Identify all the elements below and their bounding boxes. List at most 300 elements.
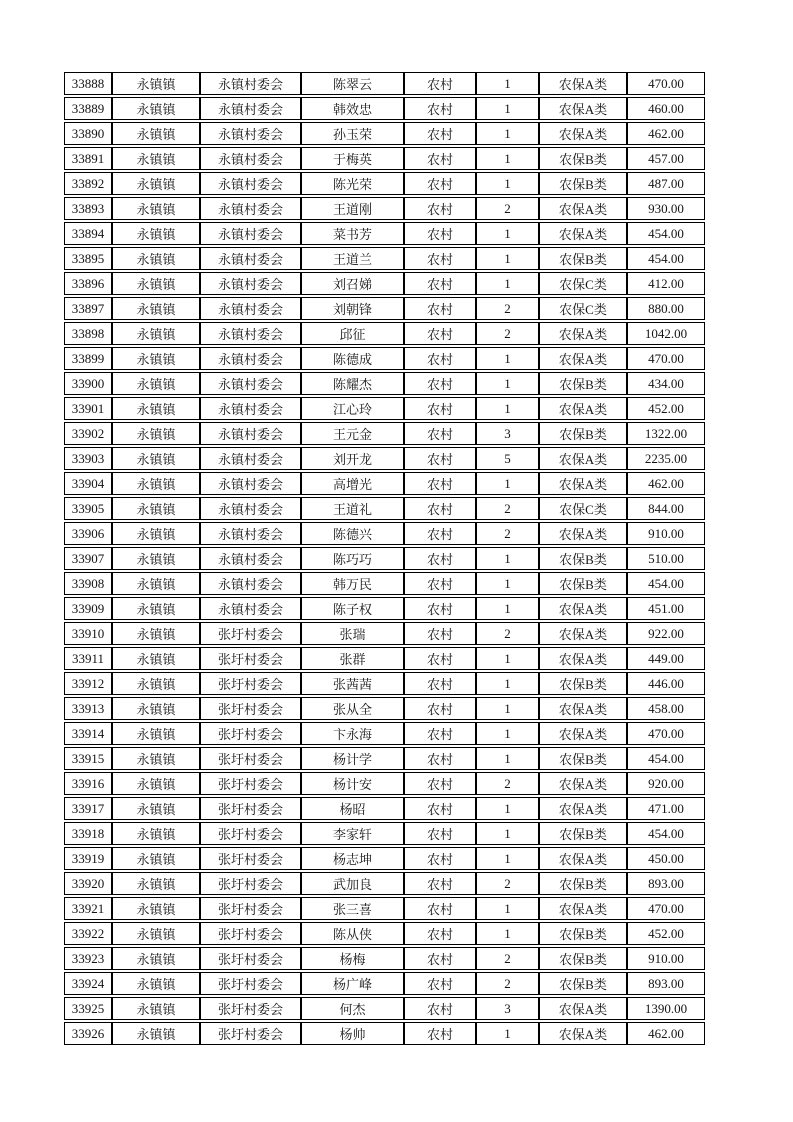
insurance-category-cell: 农保B类 <box>539 247 627 270</box>
person-name-cell: 王道礼 <box>301 497 404 520</box>
person-name-cell: 刘朝锋 <box>301 297 404 320</box>
household-type-cell: 农村 <box>404 672 476 695</box>
amount-cell: 462.00 <box>627 122 705 145</box>
person-count-cell: 1 <box>476 1022 539 1045</box>
village-committee-cell: 永镇村委会 <box>200 597 301 620</box>
person-count-cell: 2 <box>476 622 539 645</box>
serial-number-cell: 33917 <box>64 797 112 820</box>
village-committee-cell: 张圩村委会 <box>200 797 301 820</box>
amount-cell: 454.00 <box>627 247 705 270</box>
person-count-cell: 1 <box>476 572 539 595</box>
table-row <box>64 947 705 970</box>
insurance-category-cell: 农保B类 <box>539 922 627 945</box>
household-type-cell: 农村 <box>404 147 476 170</box>
amount-cell: 922.00 <box>627 622 705 645</box>
village-committee-cell: 永镇村委会 <box>200 122 301 145</box>
town-cell: 永镇镇 <box>112 697 200 720</box>
household-type-cell: 农村 <box>404 622 476 645</box>
person-name-cell: 卞永海 <box>301 722 404 745</box>
person-count-cell: 1 <box>476 747 539 770</box>
table-row <box>64 847 705 870</box>
village-committee-cell: 永镇村委会 <box>200 572 301 595</box>
village-committee-cell: 永镇村委会 <box>200 447 301 470</box>
town-cell: 永镇镇 <box>112 922 200 945</box>
village-committee-cell: 张圩村委会 <box>200 697 301 720</box>
village-committee-cell: 张圩村委会 <box>200 822 301 845</box>
town-cell: 永镇镇 <box>112 572 200 595</box>
amount-cell: 457.00 <box>627 147 705 170</box>
insurance-category-cell: 农保B类 <box>539 147 627 170</box>
insurance-category-cell: 农保A类 <box>539 472 627 495</box>
serial-number-cell: 33914 <box>64 722 112 745</box>
amount-cell: 434.00 <box>627 372 705 395</box>
amount-cell: 449.00 <box>627 647 705 670</box>
household-type-cell: 农村 <box>404 872 476 895</box>
table-row <box>64 797 705 820</box>
serial-number-cell: 33909 <box>64 597 112 620</box>
town-cell: 永镇镇 <box>112 897 200 920</box>
amount-cell: 893.00 <box>627 972 705 995</box>
table-row <box>64 722 705 745</box>
serial-number-cell: 33924 <box>64 972 112 995</box>
serial-number-cell: 33895 <box>64 247 112 270</box>
table-row <box>64 647 705 670</box>
person-name-cell: 陈耀杰 <box>301 372 404 395</box>
amount-cell: 471.00 <box>627 797 705 820</box>
town-cell: 永镇镇 <box>112 597 200 620</box>
amount-cell: 454.00 <box>627 572 705 595</box>
household-type-cell: 农村 <box>404 372 476 395</box>
serial-number-cell: 33918 <box>64 822 112 845</box>
household-type-cell: 农村 <box>404 722 476 745</box>
person-count-cell: 2 <box>476 297 539 320</box>
household-type-cell: 农村 <box>404 597 476 620</box>
serial-number-cell: 33894 <box>64 222 112 245</box>
insurance-category-cell: 农保A类 <box>539 122 627 145</box>
household-type-cell: 农村 <box>404 922 476 945</box>
person-count-cell: 1 <box>476 672 539 695</box>
insurance-category-cell: 农保B类 <box>539 947 627 970</box>
amount-cell: 844.00 <box>627 497 705 520</box>
person-name-cell: 邱征 <box>301 322 404 345</box>
person-name-cell: 杨广峰 <box>301 972 404 995</box>
person-count-cell: 1 <box>476 272 539 295</box>
amount-cell: 452.00 <box>627 397 705 420</box>
person-name-cell: 张瑞 <box>301 622 404 645</box>
amount-cell: 412.00 <box>627 272 705 295</box>
person-name-cell: 陈德成 <box>301 347 404 370</box>
table-row <box>64 972 705 995</box>
person-count-cell: 1 <box>476 72 539 95</box>
town-cell: 永镇镇 <box>112 722 200 745</box>
serial-number-cell: 33920 <box>64 872 112 895</box>
person-name-cell: 王元金 <box>301 422 404 445</box>
insurance-category-cell: 农保C类 <box>539 272 627 295</box>
table-row <box>64 72 705 95</box>
village-committee-cell: 永镇村委会 <box>200 422 301 445</box>
table-row <box>64 322 705 345</box>
amount-cell: 893.00 <box>627 872 705 895</box>
person-count-cell: 1 <box>476 472 539 495</box>
serial-number-cell: 33915 <box>64 747 112 770</box>
person-count-cell: 1 <box>476 247 539 270</box>
household-type-cell: 农村 <box>404 497 476 520</box>
household-type-cell: 农村 <box>404 897 476 920</box>
insurance-category-cell: 农保B类 <box>539 372 627 395</box>
serial-number-cell: 33898 <box>64 322 112 345</box>
table-row <box>64 147 705 170</box>
person-count-cell: 2 <box>476 947 539 970</box>
serial-number-cell: 33891 <box>64 147 112 170</box>
amount-cell: 458.00 <box>627 697 705 720</box>
insurance-category-cell: 农保A类 <box>539 897 627 920</box>
serial-number-cell: 33906 <box>64 522 112 545</box>
serial-number-cell: 33923 <box>64 947 112 970</box>
village-committee-cell: 永镇村委会 <box>200 172 301 195</box>
amount-cell: 446.00 <box>627 672 705 695</box>
serial-number-cell: 33907 <box>64 547 112 570</box>
amount-cell: 454.00 <box>627 822 705 845</box>
household-type-cell: 农村 <box>404 222 476 245</box>
person-count-cell: 1 <box>476 347 539 370</box>
household-type-cell: 农村 <box>404 472 476 495</box>
serial-number-cell: 33902 <box>64 422 112 445</box>
serial-number-cell: 33903 <box>64 447 112 470</box>
serial-number-cell: 33922 <box>64 922 112 945</box>
table-row <box>64 547 705 570</box>
town-cell: 永镇镇 <box>112 672 200 695</box>
person-count-cell: 1 <box>476 922 539 945</box>
amount-cell: 910.00 <box>627 947 705 970</box>
household-type-cell: 农村 <box>404 247 476 270</box>
village-committee-cell: 永镇村委会 <box>200 547 301 570</box>
town-cell: 永镇镇 <box>112 847 200 870</box>
insurance-category-cell: 农保A类 <box>539 647 627 670</box>
serial-number-cell: 33913 <box>64 697 112 720</box>
table-row <box>64 447 705 470</box>
person-name-cell: 韩效忠 <box>301 97 404 120</box>
amount-cell: 450.00 <box>627 847 705 870</box>
insurance-category-cell: 农保B类 <box>539 422 627 445</box>
person-name-cell: 张三喜 <box>301 897 404 920</box>
amount-cell: 487.00 <box>627 172 705 195</box>
person-name-cell: 陈子权 <box>301 597 404 620</box>
amount-cell: 880.00 <box>627 297 705 320</box>
village-committee-cell: 永镇村委会 <box>200 197 301 220</box>
person-name-cell: 李家轩 <box>301 822 404 845</box>
insurance-category-cell: 农保C类 <box>539 497 627 520</box>
amount-cell: 1322.00 <box>627 422 705 445</box>
person-name-cell: 王道兰 <box>301 247 404 270</box>
person-name-cell: 江心玲 <box>301 397 404 420</box>
town-cell: 永镇镇 <box>112 372 200 395</box>
person-name-cell: 杨昭 <box>301 797 404 820</box>
amount-cell: 930.00 <box>627 197 705 220</box>
person-name-cell: 菜书芳 <box>301 222 404 245</box>
village-committee-cell: 永镇村委会 <box>200 397 301 420</box>
table-row <box>64 1022 705 1045</box>
person-count-cell: 1 <box>476 547 539 570</box>
serial-number-cell: 33901 <box>64 397 112 420</box>
person-count-cell: 2 <box>476 772 539 795</box>
person-count-cell: 5 <box>476 447 539 470</box>
household-type-cell: 农村 <box>404 347 476 370</box>
table-row <box>64 197 705 220</box>
town-cell: 永镇镇 <box>112 447 200 470</box>
town-cell: 永镇镇 <box>112 172 200 195</box>
person-count-cell: 1 <box>476 147 539 170</box>
table-row <box>64 572 705 595</box>
town-cell: 永镇镇 <box>112 797 200 820</box>
insurance-category-cell: 农保A类 <box>539 772 627 795</box>
table-row <box>64 247 705 270</box>
amount-cell: 454.00 <box>627 747 705 770</box>
village-committee-cell: 永镇村委会 <box>200 72 301 95</box>
household-type-cell: 农村 <box>404 797 476 820</box>
amount-cell: 2235.00 <box>627 447 705 470</box>
town-cell: 永镇镇 <box>112 622 200 645</box>
insurance-category-cell: 农保A类 <box>539 1022 627 1045</box>
insurance-category-cell: 农保A类 <box>539 622 627 645</box>
village-committee-cell: 永镇村委会 <box>200 272 301 295</box>
town-cell: 永镇镇 <box>112 497 200 520</box>
table-row <box>64 622 705 645</box>
household-type-cell: 农村 <box>404 747 476 770</box>
table-row <box>64 897 705 920</box>
village-committee-cell: 张圩村委会 <box>200 922 301 945</box>
person-count-cell: 1 <box>476 647 539 670</box>
amount-cell: 451.00 <box>627 597 705 620</box>
village-committee-cell: 张圩村委会 <box>200 897 301 920</box>
town-cell: 永镇镇 <box>112 247 200 270</box>
table-row <box>64 397 705 420</box>
village-committee-cell: 张圩村委会 <box>200 747 301 770</box>
person-count-cell: 3 <box>476 997 539 1020</box>
household-type-cell: 农村 <box>404 97 476 120</box>
serial-number-cell: 33912 <box>64 672 112 695</box>
serial-number-cell: 33908 <box>64 572 112 595</box>
town-cell: 永镇镇 <box>112 347 200 370</box>
town-cell: 永镇镇 <box>112 997 200 1020</box>
insurance-category-cell: 农保A类 <box>539 347 627 370</box>
amount-cell: 452.00 <box>627 922 705 945</box>
village-committee-cell: 张圩村委会 <box>200 997 301 1020</box>
household-type-cell: 农村 <box>404 697 476 720</box>
table-row <box>64 472 705 495</box>
table-row <box>64 872 705 895</box>
person-name-cell: 陈从侠 <box>301 922 404 945</box>
person-count-cell: 1 <box>476 397 539 420</box>
town-cell: 永镇镇 <box>112 1022 200 1045</box>
town-cell: 永镇镇 <box>112 947 200 970</box>
town-cell: 永镇镇 <box>112 422 200 445</box>
insurance-category-cell: 农保A类 <box>539 697 627 720</box>
insurance-category-cell: 农保B类 <box>539 672 627 695</box>
household-type-cell: 农村 <box>404 197 476 220</box>
table-row <box>64 997 705 1020</box>
person-name-cell: 陈巧巧 <box>301 547 404 570</box>
town-cell: 永镇镇 <box>112 397 200 420</box>
table-row <box>64 272 705 295</box>
serial-number-cell: 33893 <box>64 197 112 220</box>
village-committee-cell: 永镇村委会 <box>200 322 301 345</box>
table-row <box>64 672 705 695</box>
insurance-category-cell: 农保A类 <box>539 447 627 470</box>
person-name-cell: 杨帅 <box>301 1022 404 1045</box>
table-row <box>64 597 705 620</box>
town-cell: 永镇镇 <box>112 122 200 145</box>
insurance-category-cell: 农保A类 <box>539 72 627 95</box>
town-cell: 永镇镇 <box>112 297 200 320</box>
table-row <box>64 822 705 845</box>
town-cell: 永镇镇 <box>112 822 200 845</box>
table-row <box>64 772 705 795</box>
serial-number-cell: 33899 <box>64 347 112 370</box>
person-count-cell: 1 <box>476 97 539 120</box>
person-name-cell: 陈德兴 <box>301 522 404 545</box>
household-type-cell: 农村 <box>404 447 476 470</box>
person-count-cell: 2 <box>476 322 539 345</box>
person-name-cell: 张茜茜 <box>301 672 404 695</box>
household-type-cell: 农村 <box>404 572 476 595</box>
village-committee-cell: 永镇村委会 <box>200 497 301 520</box>
person-name-cell: 张从全 <box>301 697 404 720</box>
village-committee-cell: 张圩村委会 <box>200 972 301 995</box>
insurance-category-cell: 农保B类 <box>539 872 627 895</box>
person-count-cell: 1 <box>476 597 539 620</box>
person-count-cell: 1 <box>476 222 539 245</box>
household-type-cell: 农村 <box>404 997 476 1020</box>
serial-number-cell: 33905 <box>64 497 112 520</box>
village-committee-cell: 永镇村委会 <box>200 347 301 370</box>
beneficiary-table <box>64 70 705 1047</box>
person-count-cell: 1 <box>476 897 539 920</box>
table-row <box>64 172 705 195</box>
person-name-cell: 杨计安 <box>301 772 404 795</box>
insurance-category-cell: 农保A类 <box>539 322 627 345</box>
village-committee-cell: 永镇村委会 <box>200 97 301 120</box>
insurance-category-cell: 农保A类 <box>539 222 627 245</box>
household-type-cell: 农村 <box>404 947 476 970</box>
village-committee-cell: 张圩村委会 <box>200 622 301 645</box>
serial-number-cell: 33892 <box>64 172 112 195</box>
serial-number-cell: 33889 <box>64 97 112 120</box>
person-count-cell: 2 <box>476 872 539 895</box>
village-committee-cell: 永镇村委会 <box>200 472 301 495</box>
amount-cell: 462.00 <box>627 472 705 495</box>
town-cell: 永镇镇 <box>112 747 200 770</box>
serial-number-cell: 33888 <box>64 72 112 95</box>
serial-number-cell: 33919 <box>64 847 112 870</box>
person-count-cell: 2 <box>476 522 539 545</box>
town-cell: 永镇镇 <box>112 772 200 795</box>
town-cell: 永镇镇 <box>112 97 200 120</box>
insurance-category-cell: 农保A类 <box>539 197 627 220</box>
amount-cell: 920.00 <box>627 772 705 795</box>
table-row <box>64 922 705 945</box>
table-row <box>64 697 705 720</box>
insurance-category-cell: 农保A类 <box>539 797 627 820</box>
person-name-cell: 杨梅 <box>301 947 404 970</box>
person-name-cell: 杨计学 <box>301 747 404 770</box>
town-cell: 永镇镇 <box>112 647 200 670</box>
town-cell: 永镇镇 <box>112 972 200 995</box>
amount-cell: 1390.00 <box>627 997 705 1020</box>
amount-cell: 462.00 <box>627 1022 705 1045</box>
household-type-cell: 农村 <box>404 422 476 445</box>
person-name-cell: 张群 <box>301 647 404 670</box>
village-committee-cell: 永镇村委会 <box>200 247 301 270</box>
insurance-category-cell: 农保A类 <box>539 97 627 120</box>
household-type-cell: 农村 <box>404 297 476 320</box>
person-name-cell: 陈光荣 <box>301 172 404 195</box>
table-row <box>64 497 705 520</box>
person-name-cell: 陈翠云 <box>301 72 404 95</box>
serial-number-cell: 33921 <box>64 897 112 920</box>
insurance-category-cell: 农保A类 <box>539 997 627 1020</box>
person-count-cell: 3 <box>476 422 539 445</box>
village-committee-cell: 张圩村委会 <box>200 672 301 695</box>
household-type-cell: 农村 <box>404 272 476 295</box>
serial-number-cell: 33910 <box>64 622 112 645</box>
serial-number-cell: 33911 <box>64 647 112 670</box>
amount-cell: 510.00 <box>627 547 705 570</box>
village-committee-cell: 张圩村委会 <box>200 872 301 895</box>
serial-number-cell: 33926 <box>64 1022 112 1045</box>
town-cell: 永镇镇 <box>112 547 200 570</box>
insurance-category-cell: 农保B类 <box>539 972 627 995</box>
person-count-cell: 1 <box>476 122 539 145</box>
person-name-cell: 何杰 <box>301 997 404 1020</box>
village-committee-cell: 张圩村委会 <box>200 772 301 795</box>
household-type-cell: 农村 <box>404 972 476 995</box>
town-cell: 永镇镇 <box>112 272 200 295</box>
serial-number-cell: 33897 <box>64 297 112 320</box>
village-committee-cell: 永镇村委会 <box>200 147 301 170</box>
person-name-cell: 杨志坤 <box>301 847 404 870</box>
insurance-category-cell: 农保A类 <box>539 397 627 420</box>
insurance-category-cell: 农保A类 <box>539 597 627 620</box>
household-type-cell: 农村 <box>404 522 476 545</box>
table-row <box>64 747 705 770</box>
town-cell: 永镇镇 <box>112 197 200 220</box>
person-count-cell: 1 <box>476 847 539 870</box>
person-count-cell: 1 <box>476 697 539 720</box>
person-count-cell: 2 <box>476 497 539 520</box>
village-committee-cell: 张圩村委会 <box>200 947 301 970</box>
village-committee-cell: 永镇村委会 <box>200 297 301 320</box>
village-committee-cell: 永镇村委会 <box>200 372 301 395</box>
serial-number-cell: 33904 <box>64 472 112 495</box>
town-cell: 永镇镇 <box>112 222 200 245</box>
person-name-cell: 孙玉荣 <box>301 122 404 145</box>
household-type-cell: 农村 <box>404 397 476 420</box>
amount-cell: 470.00 <box>627 72 705 95</box>
person-name-cell: 王道刚 <box>301 197 404 220</box>
table-body <box>64 72 705 1045</box>
town-cell: 永镇镇 <box>112 472 200 495</box>
person-name-cell: 刘召娣 <box>301 272 404 295</box>
table-row <box>64 422 705 445</box>
person-count-cell: 1 <box>476 372 539 395</box>
town-cell: 永镇镇 <box>112 72 200 95</box>
table-row <box>64 297 705 320</box>
table-row <box>64 122 705 145</box>
serial-number-cell: 33896 <box>64 272 112 295</box>
person-name-cell: 武加良 <box>301 872 404 895</box>
insurance-category-cell: 农保B类 <box>539 572 627 595</box>
village-committee-cell: 张圩村委会 <box>200 847 301 870</box>
